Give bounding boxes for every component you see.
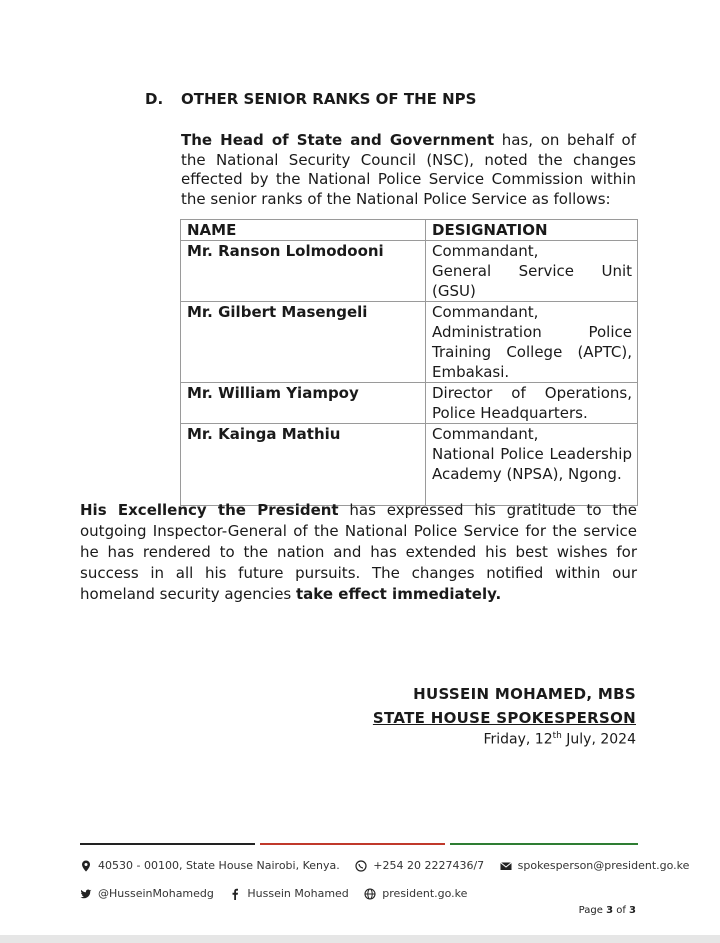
designation-line: Commandant, — [432, 425, 539, 443]
date-ordinal: th — [552, 731, 562, 741]
location-icon — [80, 860, 92, 872]
row-designation — [426, 241, 638, 302]
footer-divider-green — [450, 843, 638, 845]
footer-contacts — [80, 859, 690, 875]
table-row — [181, 383, 638, 424]
designation-line: General Service Unit (GSU) — [432, 262, 632, 300]
row-name: Mr. Kainga Mathiu — [181, 424, 426, 506]
closing-paragraph — [80, 500, 637, 605]
intro-text: has, on behalf of the National Security Council (NSC), noted the changes effected by the National Police Service Commission within the senior ranks of the National Police Service as follows: — [181, 131, 636, 208]
table-row — [181, 302, 638, 383]
designation-line: Administration Police Training College (APTC), Embakasi. — [432, 323, 632, 381]
row-designation — [426, 302, 638, 383]
row-name: Mr. Gilbert Masengeli — [181, 302, 426, 383]
footer-facebook[interactable]: Hussein Mohamed — [229, 887, 348, 900]
intro-bold: The Head of State and Government — [181, 131, 495, 149]
release-date — [483, 731, 636, 748]
intro-paragraph — [181, 131, 636, 209]
closing-bold-end: take effect immediately. — [296, 585, 502, 603]
footer-phone: +254 20 2227436/7 — [355, 859, 484, 872]
designation-line: Director of Operations, Police Headquarters. — [432, 384, 632, 422]
designation-line: Commandant, — [432, 303, 539, 321]
signatory-name: HUSSEIN MOHAMED, MBS — [413, 685, 636, 703]
footer-divider-red — [260, 843, 445, 845]
page-number: Page 3 of 3 — [578, 905, 636, 916]
footer-website[interactable]: president.go.ke — [364, 887, 467, 900]
designation-line: Commandant, — [432, 242, 539, 260]
viewer-bottom-bar — [0, 935, 720, 943]
table-header-row — [181, 220, 638, 241]
table-row — [181, 424, 638, 506]
date-prefix: Friday, 12 — [483, 731, 553, 748]
header-name: NAME — [181, 220, 426, 241]
row-designation — [426, 383, 638, 424]
footer-twitter[interactable]: @HusseinMohamedg — [80, 887, 214, 900]
header-designation: DESIGNATION — [426, 220, 638, 241]
footer-divider-black — [80, 843, 255, 845]
closing-text: has expressed his gratitude to the outgoing Inspector-General of the National Police Service for the service he has rendered to the nation and has extended his best wishes for success in all his future pursuits. The changes notified within our homeland security agencies — [80, 501, 637, 603]
row-designation — [426, 424, 638, 506]
footer-email[interactable]: spokesperson@president.go.ke — [500, 859, 690, 872]
mail-icon — [500, 860, 512, 872]
twitter-icon — [80, 888, 92, 900]
closing-bold-start: His Excellency the President — [80, 501, 339, 519]
signatory-title: STATE HOUSE SPOKESPERSON — [372, 709, 636, 727]
date-suffix: July, 2024 — [561, 731, 636, 748]
table-row — [181, 241, 638, 302]
facebook-icon — [229, 888, 241, 900]
row-name: Mr. Ranson Lolmodooni — [181, 241, 426, 302]
ranks-table — [180, 219, 638, 506]
section-heading — [145, 90, 476, 108]
section-title: OTHER SENIOR RANKS OF THE NPS — [181, 90, 477, 108]
globe-icon — [364, 888, 376, 900]
footer-address: 40530 - 00100, State House Nairobi, Kenya. — [80, 859, 340, 872]
row-name: Mr. William Yiampoy — [181, 383, 426, 424]
section-letter: D. — [145, 90, 164, 108]
designation-line: National Police Leadership Academy (NPSA), Ngong. — [432, 445, 632, 483]
footer-social — [80, 887, 640, 903]
whatsapp-icon — [355, 860, 367, 872]
